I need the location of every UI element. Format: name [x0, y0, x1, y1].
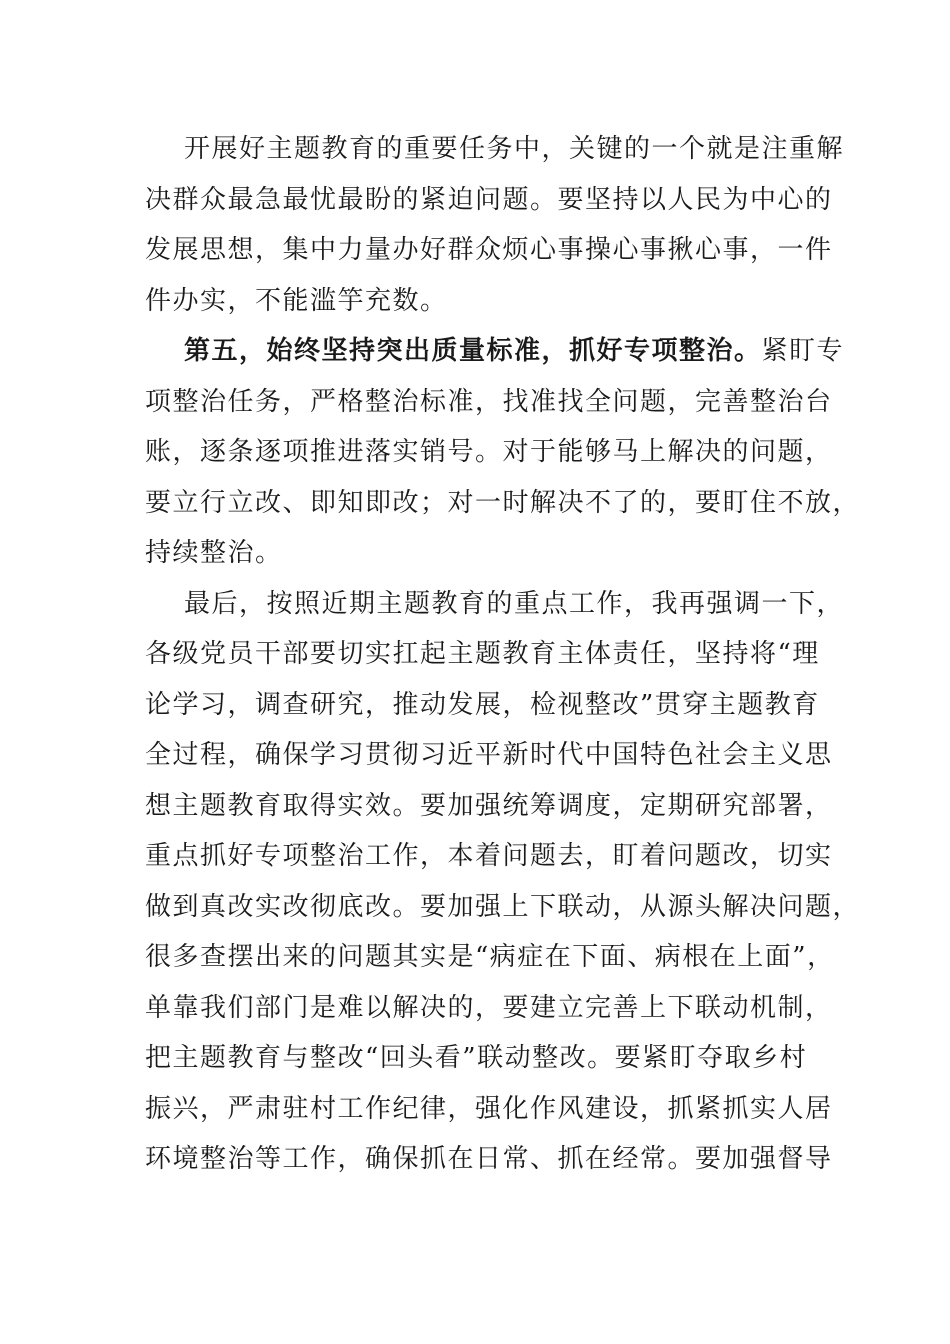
text-line: 发展思想，集中力量办好群众烦心事操心事揪心事，一件	[145, 235, 833, 265]
text-line: 要立行立改、即知即改；对一时解决不了的，要盯住不放，	[145, 487, 861, 518]
text-line: 想主题教育取得实效。要加强统筹调度，定期研究部署，	[145, 790, 833, 821]
text-line: 最后，按照近期主题教育的重点工作，我再强调一下，	[184, 588, 845, 619]
text-line: 重点抓好专项整治工作，本着问题去，盯着问题改，切实	[145, 841, 833, 871]
document-body	[145, 124, 861, 1185]
text-line: 单靠我们部门是难以解决的，要建立完善上下联动机制，	[145, 992, 833, 1023]
paragraph-3	[145, 579, 861, 1185]
text-line: 环境整治等工作，确保抓在日常、抓在经常。要加强督导	[145, 1144, 833, 1174]
section-heading: 第五，始终坚持突出质量标准，抓好专项整治。	[184, 336, 762, 366]
text-line: 把主题教育与整改“回头看”联动整改。要紧盯夺取乡村	[145, 1043, 808, 1073]
paragraph-2	[145, 326, 861, 579]
text-line: 件办实，不能滥竽充数。	[145, 285, 448, 316]
text-line: 项整治任务，严格整治标准，找准找全问题，完善整治台	[145, 386, 833, 417]
text-line: 全过程，确保学习贯彻习近平新时代中国特色社会主义思	[145, 740, 833, 770]
text-line	[145, 326, 845, 377]
text-line: 账，逐条逐项推进落实销号。对于能够马上解决的问题，	[145, 437, 833, 467]
text-line: 开展好主题教育的重要任务中，关键的一个就是注重解	[184, 134, 845, 164]
text-fragment: 紧盯专	[761, 336, 845, 366]
text-line: 振兴，严肃驻村工作纪律，强化作风建设，抓紧抓实人居	[145, 1093, 833, 1124]
text-line: 很多查摆出来的问题其实是“病症在下面、病根在上面”，	[145, 942, 835, 972]
text-line: 做到真改实改彻底改。要加强上下联动，从源头解决问题，	[145, 891, 861, 922]
text-line: 决群众最急最忧最盼的紧迫问题。要坚持以人民为中心的	[145, 184, 833, 215]
text-line: 论学习，调查研究，推动发展，检视整改”贯穿主题教育	[145, 689, 820, 720]
paragraph-1	[145, 124, 845, 326]
text-line: 各级党员干部要切实扛起主题教育主体责任，坚持将“理	[145, 639, 820, 669]
text-line: 持续整治。	[145, 538, 283, 568]
